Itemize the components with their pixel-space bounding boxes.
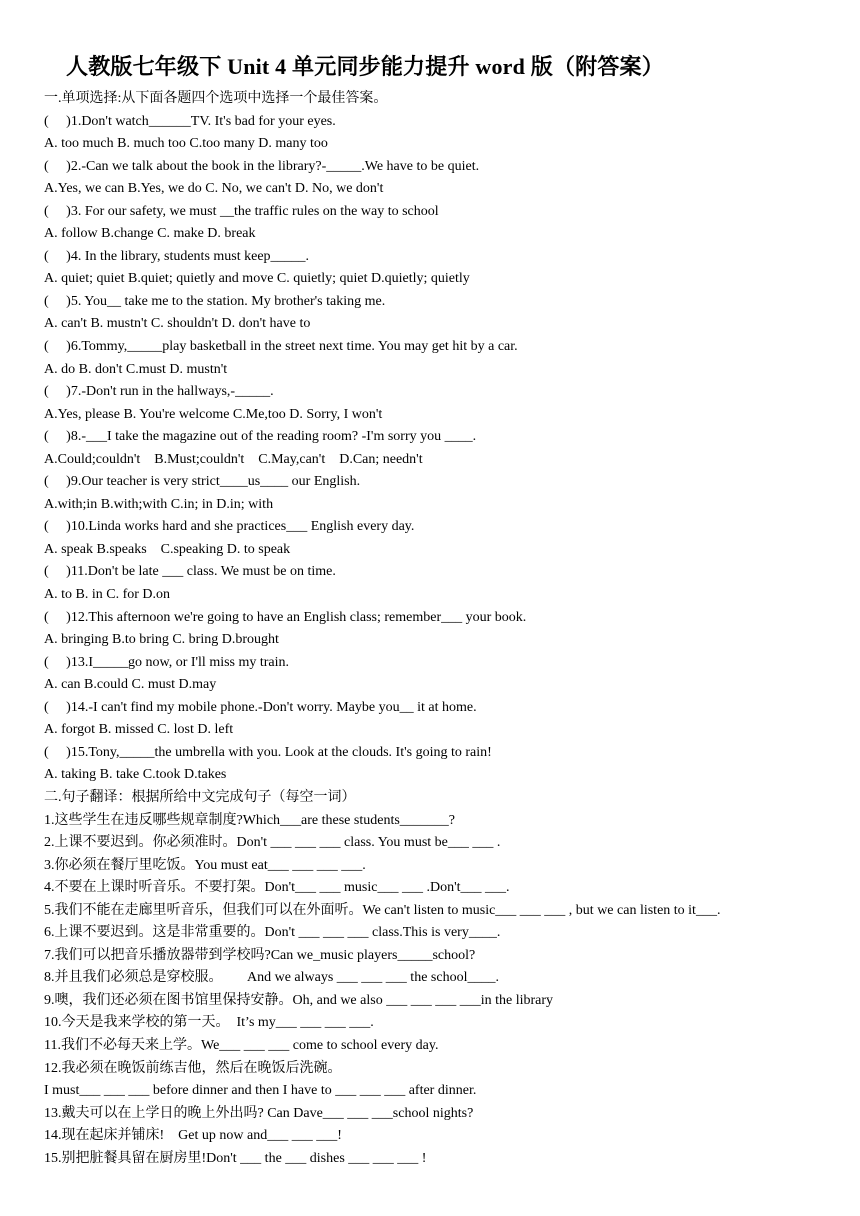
text-line: ( )1.Don't watch______TV. It's bad for your eyes.: [44, 113, 336, 129]
text-line: ( )3. For our safety, we must __the traffic rules on the way to school: [44, 203, 439, 219]
text-line: 15.别把脏餐具留在厨房里!Don't ___ the ___ dishes ___ ___ ___ !: [44, 1150, 427, 1166]
text-line: A. quiet; quiet B.quiet; quietly and move C. quietly; quiet D.quietly; quietly: [44, 271, 470, 287]
text-line: ( )14.-I can't find my mobile phone.-Don't worry. Maybe you__ it at home.: [44, 699, 477, 715]
text-line: A. follow B.change C. make D. break: [44, 226, 256, 242]
text-line: 11.我们不必每天来上学。We___ ___ ___ come to school every day.: [44, 1037, 439, 1053]
text-line: 5.我们不能在走廊里听音乐，但我们可以在外面听。We can't listen to music___ ___ ___ , but we can listen to it___.: [44, 902, 721, 918]
text-line: ( )13.I_____go now, or I'll miss my train.: [44, 654, 290, 670]
text-line: ( )11.Don't be late ___ class. We must be on time.: [44, 564, 336, 580]
text-line: 13.戴夫可以在上学日的晚上外出吗? Can Dave___ ___ ___school nights?: [44, 1105, 474, 1121]
text-line: A. to B. in C. for D.on: [44, 587, 170, 603]
text-line: 二.句子翻译：根据所给中文完成句子（每空一词）: [44, 789, 356, 805]
text-line: ( )8.-___I take the magazine out of the reading room? -I'm sorry you ____.: [44, 429, 477, 445]
text-line: 8.并且我们必须总是穿校服。 And we always ___ ___ ___ the school____.: [44, 970, 499, 986]
text-line: 14.现在起床并铺床! Get up now and___ ___ ___!: [44, 1128, 342, 1144]
text-line: 6.上课不要迟到。这是非常重要的。Don't ___ ___ ___ class.This is very____.: [44, 925, 501, 941]
text-line: A.Yes, please B. You're welcome C.Me,too D. Sorry, I won't: [44, 406, 383, 422]
text-line: ( )5. You__ take me to the station. My brother's taking me.: [44, 293, 386, 309]
text-line: 2.上课不要迟到。你必须准时。Don't ___ ___ ___ class. You must be___ ___ .: [44, 835, 501, 851]
text-line: ( )9.Our teacher is very strict____us____ our English.: [44, 474, 361, 490]
text-line: I must___ ___ ___ before dinner and then I have to ___ ___ ___ after dinner.: [44, 1083, 477, 1099]
document-body: [44, 88, 844, 1170]
text-line: A. can't B. mustn't C. shouldn't D. don't have to: [44, 316, 311, 332]
text-line: A. forgot B. missed C. lost D. left: [44, 722, 234, 738]
text-line: ( )7.-Don't run in the hallways,-_____.: [44, 384, 274, 400]
text-line: 9.噢，我们还必须在图书馆里保持安静。Oh, and we also ___ ___ ___ ___in the library: [44, 992, 554, 1008]
text-line: A. do B. don't C.must D. mustn't: [44, 361, 228, 377]
text-line: 12.我必须在晚饭前练吉他，然后在晚饭后洗碗。: [44, 1060, 342, 1076]
text-line: ( )4. In the library, students must keep_____.: [44, 248, 310, 264]
text-line: 一.单项选择:从下面各题四个选项中选择一个最佳答案。: [44, 91, 388, 106]
text-line: A.with;in B.with;with C.in; in D.in; with: [44, 496, 274, 512]
text-line: ( )12.This afternoon we're going to have an English class; remember___ your book.: [44, 609, 527, 625]
text-line: ( )10.Linda works hard and she practices___ English every day.: [44, 519, 415, 535]
text-line: 7.我们可以把音乐播放器带到学校吗?Can we_music players_____school?: [44, 947, 476, 963]
text-line: A.Yes, we can B.Yes, we do C. No, we can't D. No, we don't: [44, 181, 384, 197]
text-line: A.Could;couldn't B.Must;couldn't C.May,can't D.Can; needn't: [44, 451, 423, 467]
text-line: 10.今天是我来学校的第一天。 It’s my___ ___ ___ ___.: [44, 1015, 374, 1031]
text-line: 3.你必须在餐厅里吃饭。You must eat___ ___ ___ ___.: [44, 857, 366, 873]
text-line: A. taking B. take C.took D.takes: [44, 767, 227, 783]
text-line: A. too much B. much too C.too many D. many too: [44, 136, 328, 152]
text-line: A. bringing B.to bring C. bring D.brought: [44, 632, 279, 648]
text-line: ( )15.Tony,_____the umbrella with you. Look at the clouds. It's going to rain!: [44, 744, 492, 760]
text-line: 4.不要在上课时听音乐。不要打架。Don't___ ___ music___ ___ .Don't___ ___.: [44, 880, 510, 896]
text-line: ( )2.-Can we talk about the book in the library?-_____.We have to be quiet.: [44, 158, 480, 174]
text-line: 1.这些学生在违反哪些规章制度?Which___are these students_______?: [44, 812, 455, 828]
document-title: 人教版七年级下 Unit 4 单元同步能力提升 word 版（附答案）: [66, 54, 664, 79]
text-line: A. can B.could C. must D.may: [44, 677, 217, 693]
text-line: ( )6.Tommy,_____play basketball in the street next time. You may get hit by a car.: [44, 339, 518, 355]
text-line: A. speak B.speaks C.speaking D. to speak: [44, 541, 291, 557]
